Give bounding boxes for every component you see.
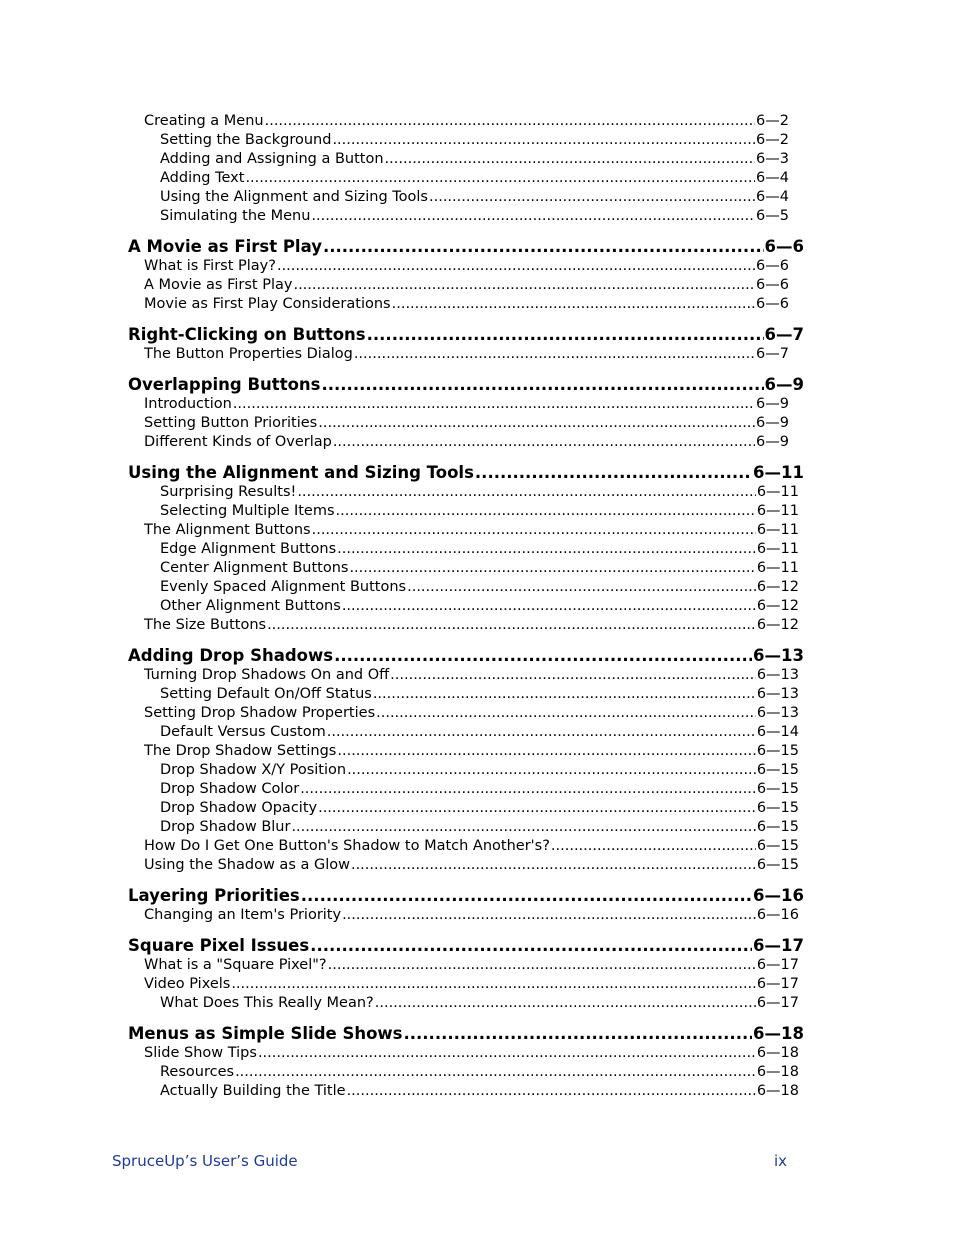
toc-entry[interactable] [0,780,799,799]
toc-entry-page: 6—4 [756,170,789,186]
toc-entry-title: How Do I Get One Button's Shadow to Match Another's? [144,838,550,854]
toc-entry-title: Other Alignment Buttons [160,598,341,614]
toc-entry-page: 6—12 [756,579,799,595]
toc-leader-dots [277,257,755,276]
toc-heading-page: 6—18 [753,1024,804,1043]
toc-entry[interactable] [0,799,799,818]
toc-leader-dots [337,742,755,761]
toc-heading[interactable] [0,324,804,345]
toc-entry[interactable] [0,597,799,616]
toc-heading-page: 6—17 [753,936,804,955]
toc-heading[interactable] [0,236,804,257]
toc-leader-dots [385,150,756,169]
toc-entry-page: 6—17 [756,995,799,1011]
toc-entry-page: 6—13 [756,686,799,702]
toc-entry-title: Resources [160,1064,235,1080]
toc-entry[interactable] [0,188,789,207]
toc-entry[interactable] [0,112,789,131]
toc-entry[interactable] [0,521,799,540]
toc-entry-title: A Movie as First Play [144,277,293,293]
toc-leader-dots [291,818,755,837]
toc-leader-dots [321,374,763,395]
toc-entry[interactable] [0,414,789,433]
toc-entry-title: Selecting Multiple Items [160,503,335,519]
toc-heading[interactable] [0,885,804,906]
toc-entry-page: 6—11 [756,560,799,576]
footer-title: SpruceUp’s User’s Guide [112,1152,298,1170]
toc-entry-page: 6—16 [756,907,799,923]
toc-entry-page: 6—12 [756,617,799,633]
toc-entry-page: 6—15 [756,857,799,873]
toc-entry-title: Adding Text [160,170,245,186]
toc-entry[interactable] [0,975,799,994]
toc-leader-dots [258,1044,756,1063]
toc-leader-dots [375,994,756,1013]
toc-section [0,645,954,875]
toc-entry-page: 6—15 [756,838,799,854]
toc-heading-page: 6—6 [764,237,804,256]
toc-entry[interactable] [0,483,799,502]
toc-leader-dots [323,236,764,257]
toc-entry-page: 6—15 [756,743,799,759]
toc-entry-title: The Size Buttons [144,617,267,633]
toc-heading-title: Overlapping Buttons [128,375,321,394]
toc-entry-page: 6—4 [756,189,789,205]
toc-entry-page: 6—15 [756,762,799,778]
toc-entry[interactable] [0,723,799,742]
toc-entry-title: Simulating the Menu [160,208,311,224]
toc-leader-dots [231,975,755,994]
toc-entry-page: 6—6 [756,277,789,293]
toc-entry-page: 6—5 [756,208,789,224]
toc-entry-page: 6—7 [756,346,789,362]
toc-entry-page: 6—11 [756,503,799,519]
toc-leader-dots [390,666,756,685]
toc-section [0,935,954,1013]
toc-leader-dots [347,1082,756,1101]
toc-entry-page: 6—3 [756,151,789,167]
toc-entry[interactable] [0,276,789,295]
toc-entry-page: 6—18 [756,1083,799,1099]
toc-entry-title: Movie as First Play Considerations [144,296,391,312]
toc-entry[interactable] [0,742,799,761]
toc-entry-title: Evenly Spaced Alignment Buttons [160,579,407,595]
toc-entry-page: 6—11 [756,541,799,557]
toc-entry-page: 6—11 [756,484,799,500]
toc-entry-title: Setting Drop Shadow Properties [144,705,376,721]
toc-entry[interactable] [0,906,799,925]
toc-leader-dots [354,345,755,364]
toc-heading-page: 6—16 [753,886,804,905]
toc-leader-dots [318,799,756,818]
toc-entry-title: Video Pixels [144,976,231,992]
toc-entry[interactable] [0,578,799,597]
toc-leader-dots [349,559,755,578]
toc-entry-page: 6—15 [756,781,799,797]
toc-entry-title: Changing an Item's Priority [144,907,342,923]
toc-leader-dots [328,956,756,975]
toc-leader-dots [342,906,756,925]
toc-entry[interactable] [0,956,799,975]
toc-leader-dots [233,395,755,414]
toc-entry[interactable] [0,207,789,226]
toc-entry-title: Edge Alignment Buttons [160,541,337,557]
toc-entry-title: Different Kinds of Overlap [144,434,332,450]
toc-heading-page: 6—11 [753,463,804,482]
toc-entry-title: Drop Shadow Blur [160,819,291,835]
toc-leader-dots [342,597,756,616]
toc-heading-title: A Movie as First Play [128,237,322,256]
toc-heading-title: Menus as Simple Slide Shows [128,1024,403,1043]
toc-entry[interactable] [0,818,799,837]
toc-entry[interactable] [0,169,789,188]
toc-heading-page: 6—7 [764,325,804,344]
toc-entry[interactable] [0,559,799,578]
toc-section [0,462,954,635]
toc-entry-page: 6—17 [756,957,799,973]
toc-entry-title: Surprising Results! [160,484,297,500]
toc-entry-title: Center Alignment Buttons [160,560,349,576]
toc-leader-dots [347,761,756,780]
toc-entry[interactable] [0,433,789,452]
toc-section [0,374,954,452]
toc-entry[interactable] [0,616,799,635]
toc-entry-page: 6—13 [756,667,799,683]
toc-entry-page: 6—17 [756,976,799,992]
toc-entry[interactable] [0,150,789,169]
toc-leader-dots [267,616,756,635]
toc-leader-dots [373,685,756,704]
toc-section [0,112,954,226]
toc-heading-title: Square Pixel Issues [128,936,310,955]
toc-entry-title: Creating a Menu [144,113,264,129]
toc-leader-dots [367,324,764,345]
table-of-contents [0,112,954,1111]
toc-entry-title: Using the Alignment and Sizing Tools [160,189,428,205]
toc-heading-title: Layering Priorities [128,886,300,905]
toc-leader-dots [265,112,755,131]
toc-leader-dots [475,462,752,483]
toc-entry-title: Using the Shadow as a Glow [144,857,350,873]
toc-entry-page: 6—11 [756,522,799,538]
toc-entry[interactable] [0,257,789,276]
toc-entry[interactable] [0,131,789,150]
toc-entry-title: Turning Drop Shadows On and Off [144,667,390,683]
toc-entry[interactable] [0,395,789,414]
toc-entry[interactable] [0,666,799,685]
toc-entry[interactable] [0,1082,799,1101]
toc-entry-title: Actually Building the Title [160,1083,346,1099]
toc-heading-title: Adding Drop Shadows [128,646,334,665]
toc-entry[interactable] [0,837,799,856]
footer-page-number: ix [773,1152,787,1170]
toc-leader-dots [332,131,755,150]
toc-entry-title: Drop Shadow X/Y Position [160,762,347,778]
toc-leader-dots [351,856,756,875]
toc-entry-page: 6—13 [756,705,799,721]
toc-entry-title: Slide Show Tips [144,1045,257,1061]
toc-entry-title: The Alignment Buttons [144,522,311,538]
toc-entry-page: 6—9 [756,396,789,412]
toc-entry-title: Setting Default On/Off Status [160,686,372,702]
toc-leader-dots [293,276,755,295]
toc-entry-title: Default Versus Custom [160,724,326,740]
toc-entry-page: 6—15 [756,800,799,816]
toc-heading[interactable] [0,645,804,666]
toc-entry-title: Drop Shadow Opacity [160,800,318,816]
toc-entry[interactable] [0,994,799,1013]
toc-entry-page: 6—18 [756,1064,799,1080]
toc-leader-dots [429,188,755,207]
toc-entry[interactable] [0,1044,799,1063]
toc-entry-title: Setting Button Priorities [144,415,318,431]
toc-leader-dots [327,723,756,742]
toc-entry-title: Introduction [144,396,232,412]
toc-entry-page: 6—6 [756,296,789,312]
toc-entry[interactable] [0,295,789,314]
toc-entry-page: 6—12 [756,598,799,614]
toc-entry-page: 6—9 [756,434,789,450]
toc-leader-dots [235,1063,756,1082]
toc-leader-dots [245,169,755,188]
toc-leader-dots [301,885,752,906]
toc-leader-dots [407,578,756,597]
toc-heading[interactable] [0,935,804,956]
toc-leader-dots [551,837,756,856]
toc-entry-page: 6—18 [756,1045,799,1061]
toc-heading-title: Using the Alignment and Sizing Tools [128,463,474,482]
toc-entry[interactable] [0,1063,799,1082]
toc-entry[interactable] [0,540,799,559]
toc-entry-page: 6—2 [756,132,789,148]
toc-leader-dots [297,483,756,502]
toc-leader-dots [403,1023,752,1044]
toc-entry[interactable] [0,502,799,521]
toc-entry[interactable] [0,856,799,875]
toc-heading[interactable] [0,462,804,483]
toc-entry[interactable] [0,761,799,780]
toc-heading-page: 6—9 [764,375,804,394]
toc-section [0,885,954,925]
toc-heading[interactable] [0,1023,804,1044]
toc-leader-dots [300,780,756,799]
toc-entry-title: What is a "Square Pixel"? [144,957,327,973]
toc-heading-title: Right-Clicking on Buttons [128,325,366,344]
toc-leader-dots [333,433,755,452]
toc-entry-title: The Button Properties Dialog [144,346,353,362]
toc-leader-dots [336,502,756,521]
toc-entry-page: 6—2 [756,113,789,129]
toc-entry-title: What is First Play? [144,258,276,274]
toc-entry-page: 6—15 [756,819,799,835]
toc-entry-page: 6—14 [756,724,799,740]
toc-entry-title: What Does This Really Mean? [160,995,374,1011]
toc-leader-dots [376,704,756,723]
toc-entry-title: The Drop Shadow Settings [144,743,337,759]
toc-section [0,324,954,364]
toc-section [0,1023,954,1101]
toc-leader-dots [337,540,756,559]
page-footer [112,1152,787,1170]
toc-entry[interactable] [0,685,799,704]
toc-entry-title: Setting the Background [160,132,332,148]
toc-leader-dots [392,295,755,314]
toc-leader-dots [312,521,756,540]
toc-heading[interactable] [0,374,804,395]
toc-entry-page: 6—9 [756,415,789,431]
toc-leader-dots [318,414,755,433]
toc-entry[interactable] [0,345,789,364]
toc-leader-dots [334,645,752,666]
toc-entry-page: 6—6 [756,258,789,274]
toc-section [0,236,954,314]
toc-heading-page: 6—13 [753,646,804,665]
toc-entry-title: Drop Shadow Color [160,781,300,797]
toc-entry-title: Adding and Assigning a Button [160,151,384,167]
toc-leader-dots [311,207,755,226]
toc-leader-dots [310,935,752,956]
toc-entry[interactable] [0,704,799,723]
